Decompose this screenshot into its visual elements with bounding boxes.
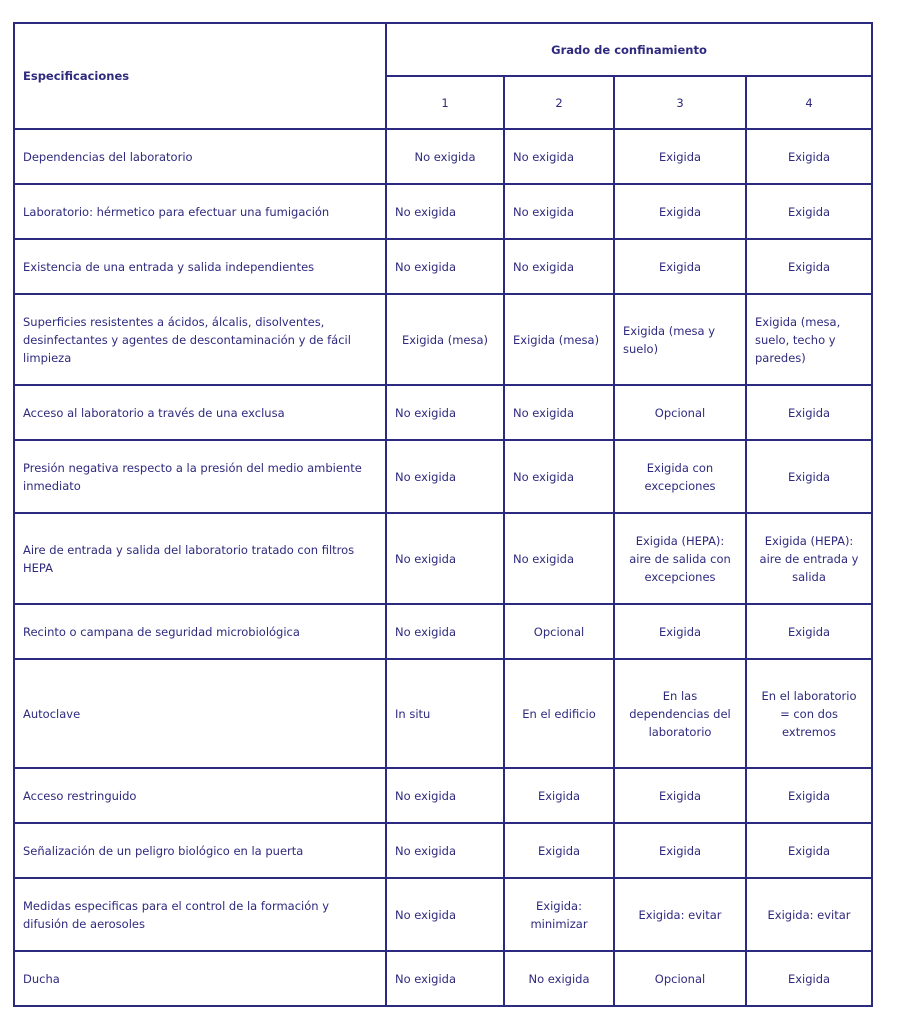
level-2-header: 2 xyxy=(504,76,614,129)
table-row xyxy=(14,129,872,184)
level-2-value-cell: No exigida xyxy=(504,129,614,184)
level-3-value-cell: En las dependencias del laboratorio xyxy=(614,659,746,768)
level-4-value-cell: En el laboratorio = con dos extremos xyxy=(746,659,872,768)
specification-cell: Señalización de un peligro biológico en la puerta xyxy=(14,823,386,878)
specification-cell: Ducha xyxy=(14,951,386,1006)
level-4-value-cell: Exigida xyxy=(746,129,872,184)
table-row xyxy=(14,513,872,604)
level-2-value-cell: Exigida (mesa) xyxy=(504,294,614,385)
level-3-value-cell: Exigida xyxy=(614,823,746,878)
level-4-value-cell: Exigida: evitar xyxy=(746,878,872,951)
level-1-value-cell: No exigida xyxy=(386,129,504,184)
table-row xyxy=(14,951,872,1006)
level-4-value-cell: Exigida xyxy=(746,440,872,513)
specification-cell: Aire de entrada y salida del laboratorio tratado con filtros HEPA xyxy=(14,513,386,604)
level-2-value-cell: No exigida xyxy=(504,184,614,239)
header-row-group xyxy=(14,23,872,76)
level-4-value-cell: Exigida xyxy=(746,184,872,239)
level-3-header: 3 xyxy=(614,76,746,129)
table-row xyxy=(14,385,872,440)
table-row xyxy=(14,239,872,294)
level-4-value-cell: Exigida (HEPA): aire de entrada y salida xyxy=(746,513,872,604)
level-4-value-cell: Exigida xyxy=(746,823,872,878)
level-1-value-cell: No exigida xyxy=(386,878,504,951)
level-3-value-cell: Opcional xyxy=(614,385,746,440)
specification-cell: Medidas especificas para el control de la formación y difusión de aerosoles xyxy=(14,878,386,951)
level-2-value-cell: Exigida xyxy=(504,823,614,878)
level-2-value-cell: No exigida xyxy=(504,951,614,1006)
level-4-value-cell: Exigida xyxy=(746,385,872,440)
level-3-value-cell: Exigida (HEPA): aire de salida con excepciones xyxy=(614,513,746,604)
level-2-value-cell: No exigida xyxy=(504,440,614,513)
specifications-header: Especificaciones xyxy=(14,23,386,129)
level-1-value-cell: No exigida xyxy=(386,385,504,440)
level-1-value-cell: No exigida xyxy=(386,513,504,604)
specification-cell: Presión negativa respecto a la presión del medio ambiente inmediato xyxy=(14,440,386,513)
table-row xyxy=(14,659,872,768)
level-2-value-cell: No exigida xyxy=(504,385,614,440)
specification-cell: Laboratorio: hérmetico para efectuar una fumigación xyxy=(14,184,386,239)
level-1-value-cell: No exigida xyxy=(386,823,504,878)
level-1-value-cell: No exigida xyxy=(386,768,504,823)
table-row xyxy=(14,768,872,823)
level-2-value-cell: Opcional xyxy=(504,604,614,659)
level-4-value-cell: Exigida xyxy=(746,951,872,1006)
table-row xyxy=(14,184,872,239)
level-4-value-cell: Exigida xyxy=(746,768,872,823)
level-3-value-cell: Exigida xyxy=(614,604,746,659)
specification-cell: Superficies resistentes a ácidos, álcalis, disolventes, desinfectantes y agentes de descontaminación y de fácil limpieza xyxy=(14,294,386,385)
level-2-value-cell: Exigida xyxy=(504,768,614,823)
level-2-value-cell: No exigida xyxy=(504,239,614,294)
level-1-value-cell: Exigida (mesa) xyxy=(386,294,504,385)
specification-cell: Acceso restringuido xyxy=(14,768,386,823)
table-row xyxy=(14,823,872,878)
containment-specifications-table xyxy=(13,22,873,1007)
level-3-value-cell: Exigida (mesa y suelo) xyxy=(614,294,746,385)
level-3-value-cell: Exigida xyxy=(614,129,746,184)
specification-cell: Existencia de una entrada y salida independientes xyxy=(14,239,386,294)
specification-cell: Recinto o campana de seguridad microbiológica xyxy=(14,604,386,659)
level-4-header: 4 xyxy=(746,76,872,129)
level-4-value-cell: Exigida xyxy=(746,604,872,659)
level-1-value-cell: No exigida xyxy=(386,604,504,659)
level-4-value-cell: Exigida xyxy=(746,239,872,294)
table-row xyxy=(14,440,872,513)
table-row xyxy=(14,294,872,385)
level-4-value-cell: Exigida (mesa, suelo, techo y paredes) xyxy=(746,294,872,385)
containment-level-header: Grado de confinamiento xyxy=(386,23,872,76)
level-1-value-cell: No exigida xyxy=(386,440,504,513)
level-2-value-cell: Exigida: minimizar xyxy=(504,878,614,951)
level-1-value-cell: In situ xyxy=(386,659,504,768)
level-3-value-cell: Exigida xyxy=(614,768,746,823)
level-3-value-cell: Exigida xyxy=(614,184,746,239)
specification-cell: Dependencias del laboratorio xyxy=(14,129,386,184)
table-row xyxy=(14,878,872,951)
specification-cell: Acceso al laboratorio a través de una exclusa xyxy=(14,385,386,440)
level-1-header: 1 xyxy=(386,76,504,129)
level-2-value-cell: No exigida xyxy=(504,513,614,604)
level-3-value-cell: Exigida: evitar xyxy=(614,878,746,951)
level-3-value-cell: Exigida con excepciones xyxy=(614,440,746,513)
level-3-value-cell: Opcional xyxy=(614,951,746,1006)
table-row xyxy=(14,604,872,659)
level-1-value-cell: No exigida xyxy=(386,184,504,239)
level-3-value-cell: Exigida xyxy=(614,239,746,294)
level-2-value-cell: En el edificio xyxy=(504,659,614,768)
level-1-value-cell: No exigida xyxy=(386,951,504,1006)
specification-cell: Autoclave xyxy=(14,659,386,768)
level-1-value-cell: No exigida xyxy=(386,239,504,294)
